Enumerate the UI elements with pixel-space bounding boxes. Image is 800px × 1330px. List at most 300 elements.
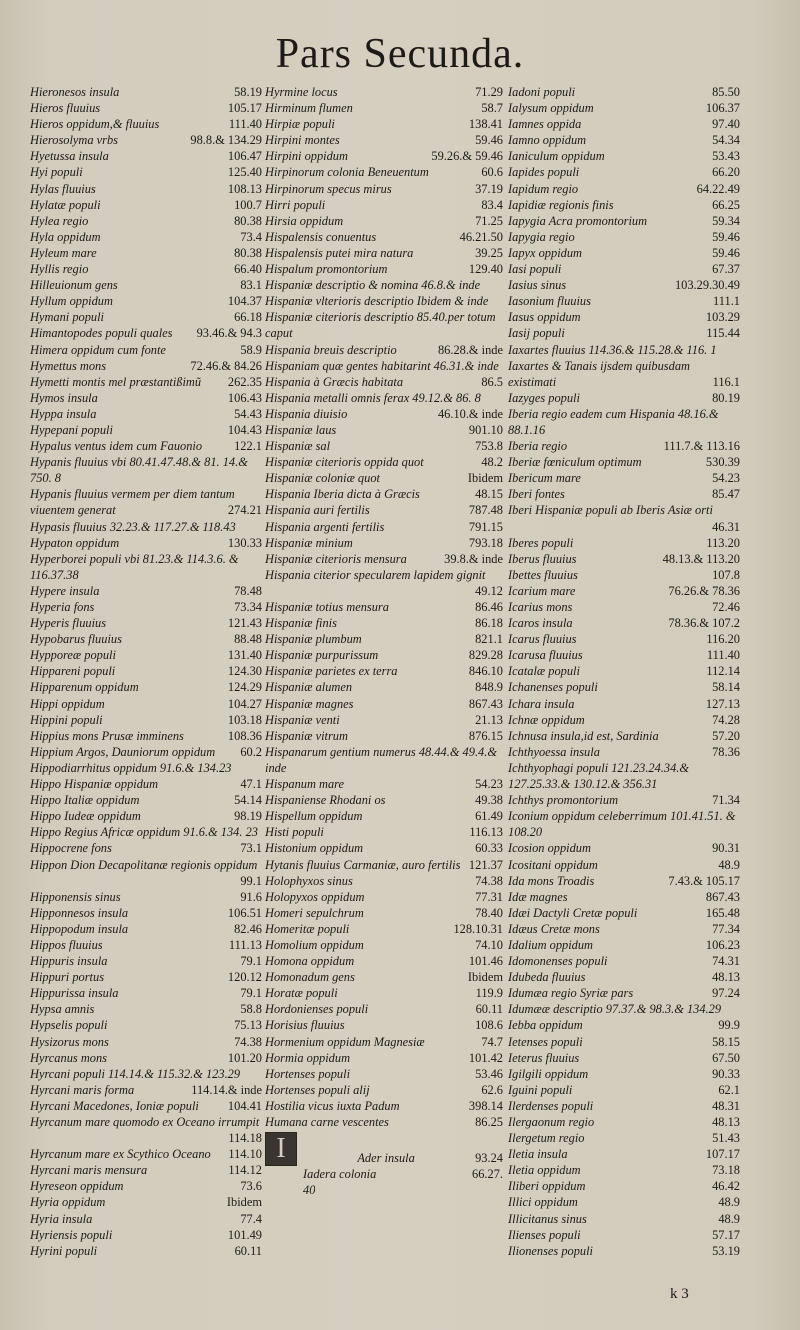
entry-name: Hispaniæ finis bbox=[265, 616, 337, 631]
index-entry bbox=[508, 309, 740, 325]
entry-reference: 791.15 bbox=[468, 519, 503, 534]
index-entry bbox=[265, 889, 503, 905]
entry-name: Hyrini populi bbox=[30, 1243, 98, 1258]
entry-reference: 48.13.& 113.20 bbox=[662, 551, 740, 566]
index-entry bbox=[30, 1017, 262, 1033]
index-entry bbox=[30, 1082, 262, 1098]
entry-reference: 72.46.& 84.26 bbox=[190, 358, 262, 373]
entry-name: Hispanum mare bbox=[265, 777, 345, 792]
index-entry bbox=[265, 1034, 503, 1050]
entry-name: Hierosolyma vrbs bbox=[30, 133, 118, 148]
entry-reference: 105.17 bbox=[227, 101, 262, 116]
entry-reference: 48.13 bbox=[712, 1115, 740, 1129]
entry-name: Hordonienses populi bbox=[265, 1002, 369, 1017]
entry-reference: 78.40 bbox=[475, 905, 503, 920]
entry-name: Hyllum oppidum bbox=[30, 294, 113, 309]
entry-reference: 73.6 bbox=[240, 1179, 262, 1194]
entry-reference: 57.17 bbox=[712, 1227, 740, 1242]
index-entry bbox=[265, 132, 503, 148]
index-entry bbox=[30, 1211, 262, 1227]
index-entry bbox=[30, 245, 262, 261]
index-entry bbox=[265, 631, 503, 647]
index-entry bbox=[508, 969, 740, 985]
index-entry bbox=[508, 358, 740, 390]
index-entry bbox=[508, 1066, 740, 1082]
entry-name: Homolium oppidum bbox=[265, 937, 364, 952]
entry-reference: 101.42 bbox=[468, 1050, 503, 1065]
entry-reference: 86.28.& inde bbox=[437, 342, 503, 357]
entry-name: Iletia insula bbox=[508, 1147, 568, 1162]
entry-reference: 60.33 bbox=[475, 841, 503, 856]
entry-name: Hyrcanus mons bbox=[30, 1050, 107, 1065]
index-entry bbox=[508, 712, 740, 728]
entry-name: Histonium oppidum bbox=[265, 841, 364, 856]
entry-reference: 93.24 bbox=[475, 1151, 503, 1165]
entry-name: Himera oppidum cum fonte bbox=[30, 342, 166, 357]
entry-reference: 60.11 bbox=[475, 1002, 503, 1017]
entry-name: Iconium oppidum celeberrimum 101.41.51. & 108.20 bbox=[508, 809, 736, 840]
entry-reference: 116.1 bbox=[712, 374, 740, 389]
entry-reference: 85.47 bbox=[712, 487, 740, 502]
index-entry bbox=[30, 599, 262, 615]
index-entry bbox=[30, 325, 262, 341]
entry-name: Hyrcanum mare quomodo ex Oceano irrumpit bbox=[30, 1115, 260, 1129]
entry-reference: 113.20 bbox=[706, 535, 740, 550]
entry-name: Hippuris insula bbox=[30, 954, 108, 969]
index-entry bbox=[30, 164, 262, 180]
index-entry bbox=[30, 229, 262, 245]
entry-reference: 64.22.49 bbox=[696, 181, 740, 196]
entry-name: Hispaniæ alumen bbox=[265, 680, 353, 695]
entry-name: Hyrcani populi 114.14.& 115.32.& 123.29 bbox=[30, 1066, 241, 1081]
entry-reference: 39.8.& inde bbox=[444, 551, 503, 566]
entry-reference: 53.46 bbox=[475, 1066, 503, 1081]
entry-name: Hispalensis conuentus bbox=[265, 229, 377, 244]
index-entry bbox=[508, 1227, 740, 1243]
entry-reference: 100.7 bbox=[234, 197, 262, 212]
entry-name: Hypsa amnis bbox=[30, 1002, 95, 1017]
entry-reference: 76.26.& 78.36 bbox=[668, 583, 740, 598]
index-entry bbox=[30, 261, 262, 277]
entry-name: Hymetti montis mel præstantißimũ bbox=[30, 374, 202, 389]
entry-name: Hispaniæ coloniæ quot bbox=[265, 471, 380, 486]
index-entry bbox=[265, 921, 503, 937]
entry-reference: 101.20 bbox=[227, 1050, 262, 1065]
index-entry bbox=[508, 615, 740, 631]
entry-name: Iaxartes fluuius 114.36.& 115.28.& 116. 1 bbox=[508, 342, 717, 357]
entry-reference: 125.40 bbox=[227, 165, 262, 180]
index-entry bbox=[508, 148, 740, 164]
index-entry bbox=[265, 164, 503, 180]
index-entry bbox=[265, 342, 503, 358]
entry-name: Hyrcanum mare ex Scythico Oceano bbox=[30, 1147, 211, 1162]
entry-name: Ichnusa insula,id est, Sardinia bbox=[508, 728, 659, 743]
entry-name: Hispania diuisio bbox=[265, 406, 348, 421]
entry-reference: 85.50 bbox=[712, 85, 740, 99]
index-entry bbox=[265, 1098, 503, 1114]
entry-name: Hyla oppidum bbox=[30, 229, 101, 244]
index-column-3 bbox=[508, 84, 740, 1259]
index-entry bbox=[265, 647, 503, 663]
entry-name: Hortenses populi alij bbox=[265, 1082, 370, 1097]
entry-name: Iasius sinus bbox=[508, 278, 567, 293]
index-entry bbox=[508, 1130, 740, 1146]
entry-name: Humana carne vescentes bbox=[265, 1115, 389, 1129]
entry-name: Idæi Dactyli Cretæ populi bbox=[508, 905, 638, 920]
entry-reference: 74.38 bbox=[475, 873, 503, 888]
index-entry bbox=[508, 1001, 740, 1017]
entry-name: Hieronesos insula bbox=[30, 85, 120, 99]
entry-reference: 46.31 bbox=[712, 519, 740, 534]
index-entry bbox=[30, 631, 262, 647]
entry-reference: 78.36.& 107.2 bbox=[668, 616, 740, 631]
entry-name: Iapygia Acra promontorium bbox=[508, 213, 648, 228]
entry-name: Hyria insula bbox=[30, 1211, 93, 1226]
entry-name: Hippium Argos, Dauniorum oppidum bbox=[30, 744, 216, 759]
index-entry bbox=[508, 293, 740, 309]
entry-reference: 58.7 bbox=[481, 101, 503, 116]
entry-reference: 867.43 bbox=[468, 696, 503, 711]
entry-name: Horisius fluuius bbox=[265, 1018, 345, 1033]
index-entry bbox=[508, 342, 740, 358]
index-entry bbox=[508, 583, 740, 599]
entry-name: Hippini populi bbox=[30, 712, 103, 727]
index-entry bbox=[508, 857, 740, 873]
entry-reference: 59.34 bbox=[712, 213, 740, 228]
index-entry bbox=[265, 567, 503, 599]
entry-reference: 46.42 bbox=[712, 1179, 740, 1194]
entry-name: Ietenses populi bbox=[508, 1034, 583, 1049]
entry-name: Igilgili oppidum bbox=[508, 1066, 589, 1081]
index-entry bbox=[265, 792, 503, 808]
entry-name: Homona oppidum bbox=[265, 954, 355, 969]
entry-reference: 48.15 bbox=[475, 487, 503, 502]
entry-name: Hispaniæ citerioris mensura bbox=[265, 551, 407, 566]
entry-name: Hispania à Græcis habitata bbox=[265, 374, 404, 389]
entry-reference: 104.43 bbox=[227, 422, 262, 437]
index-entry bbox=[508, 116, 740, 132]
entry-reference: 7.43.& 105.17 bbox=[668, 873, 740, 888]
entry-name: Hispania auri fertilis bbox=[265, 503, 370, 518]
entry-name: Idæ magnes bbox=[508, 889, 568, 904]
entry-name: Ader insula bbox=[357, 1151, 415, 1165]
entry-reference: 101.49 bbox=[227, 1227, 262, 1242]
entry-reference: 111.13 bbox=[228, 937, 262, 952]
entry-reference: 71.34 bbox=[712, 793, 740, 808]
entry-reference: 74.38 bbox=[234, 1034, 262, 1049]
entry-reference: 101.46 bbox=[468, 954, 503, 969]
index-entry bbox=[30, 808, 262, 824]
index-entry bbox=[30, 1034, 262, 1050]
index-entry bbox=[508, 728, 740, 744]
index-entry bbox=[265, 213, 503, 229]
entry-name: Idumææ descriptio 97.37.& 98.3.& 134.29 bbox=[508, 1002, 722, 1017]
entry-reference: 91.6 bbox=[240, 889, 262, 904]
entry-name: Hispania metalli omnis ferax 49.12.& 86. 8 bbox=[265, 390, 481, 405]
index-entry bbox=[508, 1178, 740, 1194]
entry-reference: 106.23 bbox=[705, 937, 740, 952]
index-entry bbox=[508, 1194, 740, 1210]
entry-reference: 83.4 bbox=[481, 197, 503, 212]
entry-name: Icositani oppidum bbox=[508, 857, 598, 872]
entry-name: Hispania breuis descriptio bbox=[265, 342, 397, 357]
index-entry bbox=[508, 696, 740, 712]
entry-reference: 106.51 bbox=[227, 905, 262, 920]
entry-reference: 98.8.& 134.29 bbox=[190, 133, 262, 148]
index-entry bbox=[508, 390, 740, 406]
entry-name: Hippo Hispaniæ oppidum bbox=[30, 777, 159, 792]
entry-reference: 46.21.50 bbox=[459, 229, 503, 244]
index-entry bbox=[508, 663, 740, 679]
entry-name: Hysizorus mons bbox=[30, 1034, 109, 1049]
index-entry bbox=[30, 454, 262, 486]
index-entry bbox=[508, 921, 740, 937]
entry-name: Hyria oppidum bbox=[30, 1195, 106, 1210]
index-entry bbox=[265, 663, 503, 679]
entry-name: Ilionenses populi bbox=[508, 1243, 594, 1258]
index-entry bbox=[265, 116, 503, 132]
index-entry bbox=[508, 486, 740, 502]
entry-reference: 121.43 bbox=[227, 616, 262, 631]
entry-reference: 793.18 bbox=[468, 535, 503, 550]
index-entry bbox=[508, 535, 740, 551]
entry-reference: 46.10.& inde bbox=[437, 406, 503, 421]
entry-reference: 106.43 bbox=[227, 390, 262, 405]
entry-name: Ilienses populi bbox=[508, 1227, 581, 1242]
index-entry bbox=[265, 696, 503, 712]
entry-name: Hispalum promontorium bbox=[265, 262, 388, 277]
entry-reference: 753.8 bbox=[475, 439, 503, 454]
entry-reference: 901.10 bbox=[468, 422, 503, 437]
entry-reference: 88.48 bbox=[234, 632, 262, 647]
entry-reference: 114.10 bbox=[228, 1147, 262, 1162]
entry-reference: 62.1 bbox=[718, 1082, 740, 1097]
entry-name: Iadoni populi bbox=[508, 85, 576, 99]
index-entry bbox=[508, 438, 740, 454]
index-entry bbox=[30, 760, 262, 776]
entry-reference: 119.9 bbox=[475, 986, 503, 1001]
entry-reference: 97.24 bbox=[712, 986, 740, 1001]
entry-name: Hirpini oppidum bbox=[265, 149, 348, 164]
index-entry bbox=[508, 1243, 740, 1259]
entry-reference: 66.18 bbox=[234, 310, 262, 325]
entry-name: Hortenses populi bbox=[265, 1066, 351, 1081]
entry-name: Hostilia vicus iuxta Padum bbox=[265, 1098, 400, 1113]
entry-name: Hypepani populi bbox=[30, 422, 113, 437]
index-entry bbox=[265, 535, 503, 551]
index-entry bbox=[508, 164, 740, 180]
entry-name: Hilleuionum gens bbox=[30, 278, 118, 293]
index-entry bbox=[265, 454, 503, 470]
index-entry bbox=[30, 840, 262, 856]
entry-name: Ichanenses populi bbox=[508, 680, 598, 695]
entry-reference: 274.21 bbox=[227, 503, 262, 518]
entry-reference: Ibidem bbox=[467, 471, 503, 486]
entry-name: Histi populi bbox=[265, 825, 324, 840]
entry-name: Hispaniæ parietes ex terra bbox=[265, 664, 398, 679]
index-entry bbox=[265, 1066, 503, 1082]
entry-reference: 99.9 bbox=[718, 1018, 740, 1033]
entry-name: Hispania citerior specularem lapidem gignit bbox=[265, 567, 486, 582]
entry-name: Hipparenum oppidum bbox=[30, 680, 139, 695]
entry-name: Iaxartes & Tanais ijsdem quibusdam existimati bbox=[508, 358, 690, 389]
entry-name: Hyriensis populi bbox=[30, 1227, 113, 1242]
entry-reference: 93.46.& 94.3 bbox=[196, 326, 262, 341]
index-entry bbox=[30, 712, 262, 728]
entry-reference: 129.40 bbox=[468, 262, 503, 277]
entry-reference: 54.43 bbox=[234, 406, 262, 421]
entry-reference: 99.1 bbox=[240, 873, 262, 888]
entry-reference: 73.18 bbox=[712, 1163, 740, 1178]
entry-reference: 112.14 bbox=[706, 664, 740, 679]
index-entry bbox=[30, 486, 262, 518]
entry-reference: 127.13 bbox=[705, 696, 740, 711]
entry-reference: 86.25 bbox=[475, 1115, 503, 1129]
entry-name: Hypalus ventus idem cum Fauonio bbox=[30, 439, 203, 454]
entry-name: Iliberi oppidum bbox=[508, 1179, 586, 1194]
entry-name: Holopyxos oppidum bbox=[265, 889, 365, 904]
index-entry bbox=[508, 631, 740, 647]
entry-name: Hyrmine locus bbox=[265, 85, 338, 99]
entry-name: Hippon Dion Decapolitanæ regionis oppidum bbox=[30, 857, 258, 872]
index-entry bbox=[508, 181, 740, 197]
entry-reference: 104.37 bbox=[227, 294, 262, 309]
entry-reference: 114.14.& inde bbox=[191, 1082, 262, 1097]
entry-reference: 103.29.30.49 bbox=[674, 278, 740, 293]
entry-reference: 49.12 bbox=[475, 583, 503, 598]
index-entry bbox=[265, 390, 503, 406]
entry-name: Hyperis fluuius bbox=[30, 616, 107, 631]
entry-reference: 73.34 bbox=[234, 600, 262, 614]
entry-name: Hippius mons Prusæ imminens bbox=[30, 728, 184, 743]
entry-name: Ichthys promontorium bbox=[508, 793, 619, 808]
entry-reference: 846.10 bbox=[468, 664, 503, 679]
entry-reference: 53.43 bbox=[712, 149, 740, 164]
index-entry bbox=[508, 261, 740, 277]
entry-reference: 867.43 bbox=[705, 889, 740, 904]
entry-name: Iberiæ fœniculum optimum bbox=[508, 455, 642, 470]
index-entry bbox=[265, 148, 503, 164]
index-entry bbox=[265, 245, 503, 261]
entry-name: Iasus oppidum bbox=[508, 310, 581, 325]
entry-name: Hipponnesos insula bbox=[30, 905, 129, 920]
index-entry bbox=[508, 197, 740, 213]
entry-name: Icarus fluuius bbox=[508, 632, 577, 647]
entry-reference: 66.27. bbox=[472, 1167, 503, 1182]
entry-reference: 114.18 bbox=[228, 1131, 262, 1146]
index-entry bbox=[30, 1050, 262, 1066]
index-entry bbox=[30, 213, 262, 229]
index-entry bbox=[30, 1114, 262, 1146]
index-entry bbox=[30, 583, 262, 599]
entry-name: Idæus Cretæ mons bbox=[508, 921, 600, 936]
index-entry bbox=[30, 953, 262, 969]
index-entry bbox=[30, 100, 262, 116]
index-entry bbox=[265, 406, 503, 422]
entry-reference: 115.44 bbox=[706, 326, 740, 341]
entry-name: Hispaniæ venti bbox=[265, 712, 340, 727]
entry-name: Hispanarum gentium numerus 48.44.& 49.4.& inde bbox=[265, 744, 497, 775]
entry-name: Ibettes fluuius bbox=[508, 567, 578, 582]
entry-reference: 58.14 bbox=[712, 680, 740, 695]
entry-name: Iberi Hispaniæ populi ab Iberis Asiæ orti bbox=[508, 503, 713, 518]
entry-reference: 71.25 bbox=[475, 213, 503, 228]
index-entry bbox=[508, 1146, 740, 1162]
entry-reference: 103.29 bbox=[705, 310, 740, 325]
index-entry bbox=[265, 728, 503, 744]
entry-name: Hyllis regio bbox=[30, 262, 89, 277]
index-entry bbox=[508, 470, 740, 486]
entry-reference: 74.31 bbox=[712, 954, 740, 969]
entry-name: Hypobarus fluuius bbox=[30, 632, 122, 647]
entry-name: Ilergetum regio bbox=[508, 1131, 585, 1146]
entry-name: Hypere insula bbox=[30, 583, 100, 598]
entry-reference: 74.10 bbox=[475, 937, 503, 952]
entry-reference: 75.13 bbox=[234, 1018, 262, 1033]
entry-name: Hylatæ populi bbox=[30, 197, 101, 212]
index-entry bbox=[30, 1098, 262, 1114]
index-entry bbox=[265, 599, 503, 615]
index-entry bbox=[30, 1178, 262, 1194]
entry-name: Hirpinorum specus mirus bbox=[265, 181, 392, 196]
entry-name: Hispaniæ minium bbox=[265, 535, 353, 550]
index-entry bbox=[30, 615, 262, 631]
entry-name: Hippo Iudeæ oppidum bbox=[30, 809, 141, 824]
entry-reference: 67.50 bbox=[712, 1050, 740, 1065]
entry-reference: 116.20 bbox=[706, 632, 740, 647]
entry-reference: 62.6 bbox=[481, 1082, 503, 1097]
index-entry bbox=[30, 422, 262, 438]
entry-name: Idumæa regio Syriæ pars bbox=[508, 986, 634, 1001]
entry-reference: 848.9 bbox=[475, 680, 503, 695]
index-entry bbox=[265, 1082, 503, 1098]
index-entry bbox=[265, 953, 503, 969]
entry-reference: 66.40 bbox=[234, 262, 262, 277]
index-entry bbox=[30, 824, 262, 840]
index-entry bbox=[30, 116, 262, 132]
index-entry bbox=[265, 679, 503, 695]
entry-name: Hirri populi bbox=[265, 197, 326, 212]
index-entry bbox=[30, 792, 262, 808]
entry-name: Ilergaonum regio bbox=[508, 1115, 595, 1129]
entry-reference: 86.18 bbox=[475, 616, 503, 631]
index-entry bbox=[265, 905, 503, 921]
entry-reference: 74.28 bbox=[712, 712, 740, 727]
entry-reference: 60.6 bbox=[481, 165, 503, 180]
entry-name: Hispaniæ sal bbox=[265, 439, 331, 454]
index-entry bbox=[508, 1211, 740, 1227]
index-entry bbox=[508, 213, 740, 229]
entry-name: Hirpiæ populi bbox=[265, 117, 335, 132]
index-entry bbox=[508, 1114, 740, 1130]
entry-name: Hylea regio bbox=[30, 213, 89, 228]
index-entry bbox=[265, 824, 503, 840]
entry-name: Holophyxos sinus bbox=[265, 873, 353, 888]
entry-reference: 108.36 bbox=[227, 728, 262, 743]
index-entry bbox=[508, 1017, 740, 1033]
index-entry bbox=[508, 905, 740, 921]
entry-name: Hispaniæ citerioris oppida quot bbox=[265, 455, 424, 470]
index-entry bbox=[508, 1050, 740, 1066]
index-entry bbox=[265, 857, 503, 873]
entry-name: Hormia oppidum bbox=[265, 1050, 351, 1065]
entry-name: Iasonium fluuius bbox=[508, 294, 591, 309]
index-entry bbox=[265, 969, 503, 985]
index-entry bbox=[30, 293, 262, 309]
entry-name: Hylas fluuius bbox=[30, 181, 96, 196]
entry-reference: 111.1 bbox=[713, 294, 740, 309]
index-entry bbox=[30, 696, 262, 712]
